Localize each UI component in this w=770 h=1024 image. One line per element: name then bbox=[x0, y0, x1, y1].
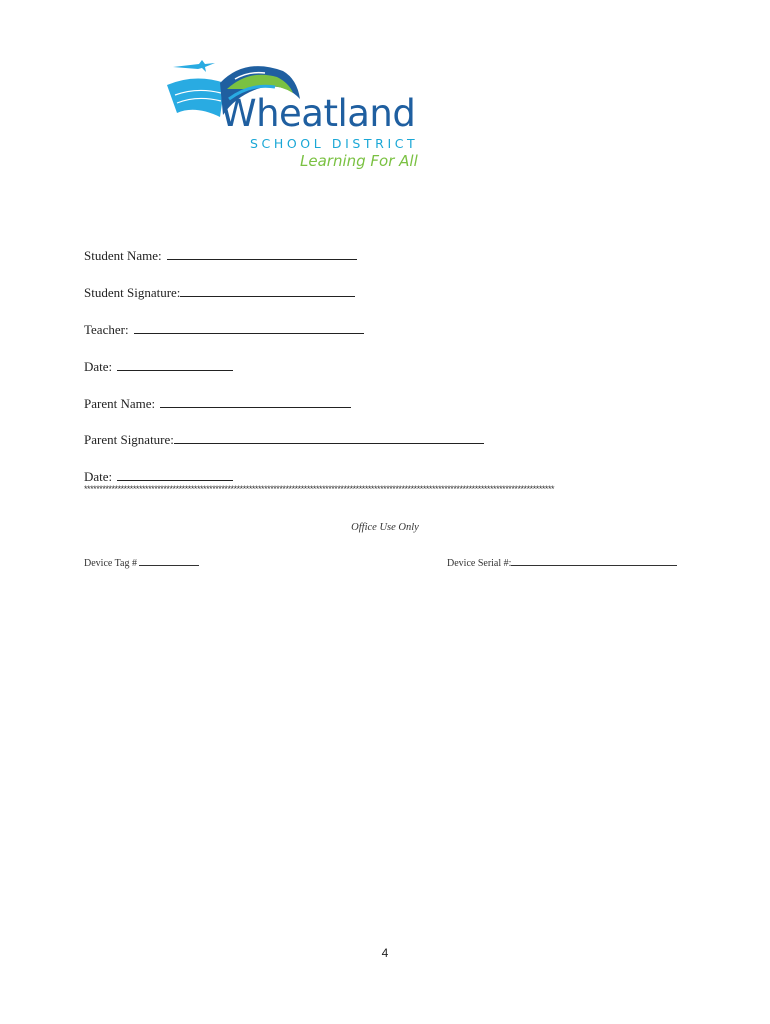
date-label-student: Date: bbox=[84, 359, 113, 374]
district-logo bbox=[165, 55, 425, 180]
device-serial-field bbox=[447, 556, 677, 569]
student-name-input-line[interactable] bbox=[167, 247, 357, 260]
date-field-parent bbox=[84, 468, 233, 483]
teacher-label: Teacher: bbox=[84, 322, 129, 337]
device-tag-field bbox=[84, 556, 199, 569]
parent-signature-label: Parent Signature: bbox=[84, 432, 174, 447]
separator-line: ********************************************************************************************************************************************************** bbox=[84, 484, 555, 494]
device-tag-input-line[interactable] bbox=[139, 556, 199, 566]
page-number: 4 bbox=[381, 946, 389, 960]
date-input-line-parent[interactable] bbox=[117, 468, 233, 481]
device-tag-label: Device Tag # bbox=[84, 558, 137, 569]
teacher-input-line[interactable] bbox=[134, 321, 364, 334]
parent-name-field bbox=[84, 395, 351, 410]
parent-signature-field bbox=[84, 431, 484, 446]
teacher-field bbox=[84, 321, 364, 336]
device-serial-input-line[interactable] bbox=[511, 556, 677, 566]
student-name-field bbox=[84, 247, 357, 262]
student-signature-field bbox=[84, 284, 355, 299]
brand-subtitle: SCHOOL DISTRICT bbox=[250, 136, 419, 151]
parent-name-label: Parent Name: bbox=[84, 396, 156, 411]
parent-name-input-line[interactable] bbox=[160, 395, 351, 408]
student-signature-input-line[interactable] bbox=[180, 284, 355, 297]
date-field-student bbox=[84, 358, 233, 373]
parent-signature-input-line[interactable] bbox=[174, 431, 484, 444]
student-signature-label: Student Signature: bbox=[84, 285, 181, 300]
brand-tagline: Learning For All bbox=[300, 152, 418, 170]
brand-name: Wheatland bbox=[220, 92, 416, 135]
device-serial-label: Device Serial #: bbox=[447, 558, 512, 569]
student-name-label: Student Name: bbox=[84, 248, 162, 263]
date-label-parent: Date: bbox=[84, 469, 113, 484]
date-input-line-student[interactable] bbox=[117, 358, 233, 371]
office-use-heading: Office Use Only bbox=[351, 522, 419, 533]
